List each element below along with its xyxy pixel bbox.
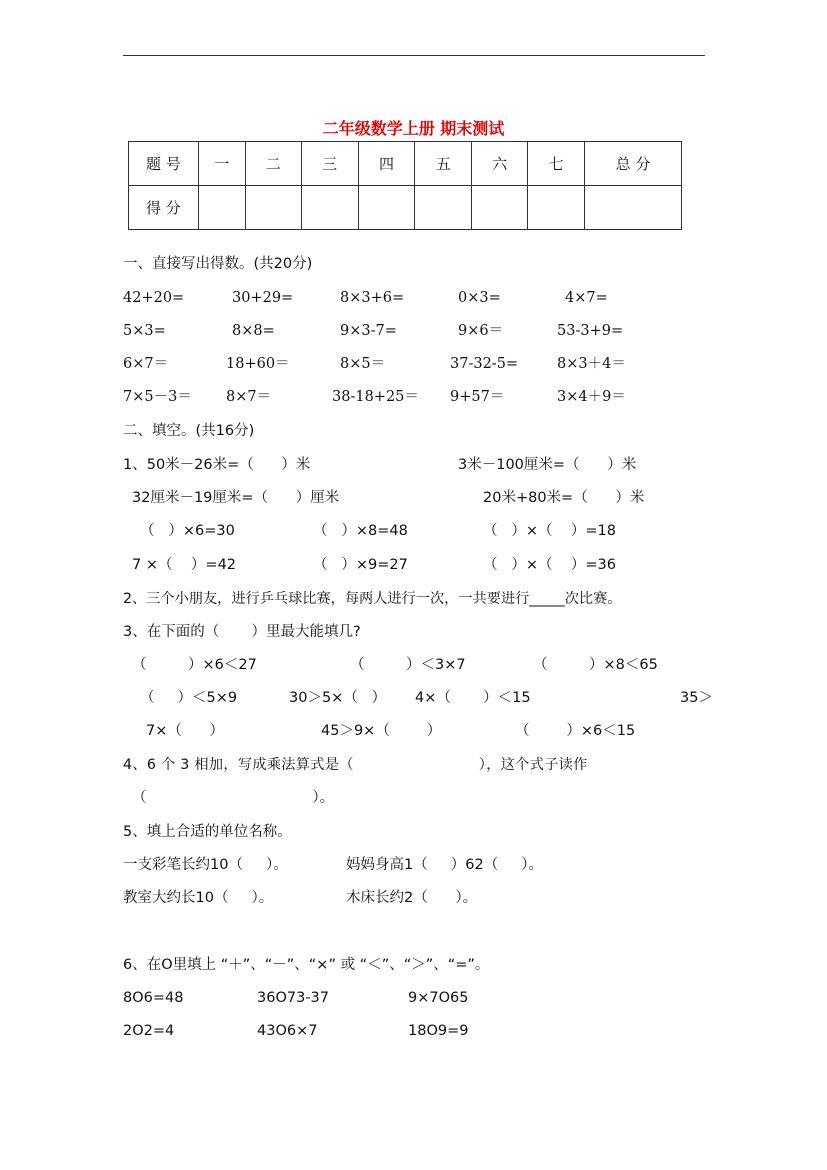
score-header-cell: 六: [472, 142, 528, 186]
question-6: 6、在O里填上 “＋”、“－”、“×” 或 “＜”、“＞”、“=”。: [123, 957, 490, 973]
question-3: 3、在下面的（ ）里最大能填几?: [123, 624, 361, 640]
calc-item: 30+29=: [232, 290, 294, 306]
calc-item: 8×8=: [232, 323, 275, 339]
fill-item: 45＞9×（ ）: [321, 723, 442, 739]
score-header-cell: 五: [415, 142, 472, 186]
calc-item: 0×3=: [458, 290, 501, 306]
calc-item: 53-3+9=: [557, 323, 624, 339]
calc-item: 37-32-5=: [450, 356, 519, 372]
calc-item: 18+60＝: [226, 356, 290, 372]
section2-heading: 二、填空。(共16分): [123, 423, 255, 439]
section1-heading: 一、直接写出得数。(共20分): [123, 256, 313, 272]
score-header-cell: 总 分: [585, 142, 682, 186]
score-value-row: [129, 186, 682, 230]
calc-item: 6×7＝: [123, 356, 169, 372]
calc-item: 38-18+25＝: [332, 389, 419, 405]
calc-item: 9×6＝: [458, 323, 504, 339]
fill-item: （ ）×（ ）=36: [483, 557, 617, 573]
fill-item: 32厘米－19厘米=（ ）厘米: [132, 490, 340, 506]
question-2: 2、三个小朋友，进行乒乓球比赛，每两人进行一次，一共要进行_____次比赛。: [123, 591, 622, 607]
fill-item: 9×7O65: [408, 990, 469, 1006]
score-cell[interactable]: [245, 186, 301, 230]
score-header-row: [129, 142, 682, 186]
fill-item: 妈妈身高1（ ）62（ ）。: [346, 857, 544, 873]
calc-item: 42+20=: [123, 290, 185, 306]
fill-item: （ ）×8＜65: [533, 657, 658, 673]
fill-item: 一支彩笔长约10（ ）。: [123, 857, 288, 873]
fill-item: 3米－100厘米=（ ）米: [458, 457, 637, 473]
question-4: 4、6 个 3 相加，写成乘法算式是（ ），这个式子读作: [123, 757, 588, 773]
score-header-cell: 题 号: [129, 142, 199, 186]
fill-item: （ ）×6＜27: [132, 657, 257, 673]
calc-item: 8×3＋4＝: [557, 356, 626, 372]
score-row-label: 得 分: [129, 186, 199, 230]
calc-item: 9×3-7=: [340, 323, 397, 339]
fill-item: 18O9=9: [408, 1023, 469, 1039]
fill-item: （ ）＜3×7: [350, 657, 466, 673]
question-5: 5、填上合适的单位名称。: [123, 824, 292, 840]
calc-item: 3×4＋9＝: [557, 389, 626, 405]
page-title: 二年级数学上册 期末测试: [322, 119, 505, 138]
calc-item: 4×7=: [565, 290, 608, 306]
score-header-cell: 七: [528, 142, 585, 186]
fill-item: 7×（ ）: [146, 723, 225, 739]
score-cell[interactable]: [472, 186, 528, 230]
fill-item: （ ）×6＜15: [515, 723, 636, 739]
score-header-cell: 三: [301, 142, 358, 186]
fill-item: 8O6=48: [123, 990, 184, 1006]
header-rule: [123, 55, 705, 56]
fill-item: （ ）×（ ）=18: [483, 523, 617, 539]
fill-item: 7 ×（ ）=42: [132, 557, 237, 573]
fill-item: （ ）×9=27: [313, 557, 408, 573]
score-cell[interactable]: [198, 186, 245, 230]
fill-item: 4×（ ）＜15: [415, 690, 531, 706]
fill-item: 35＞: [680, 690, 713, 706]
score-cell[interactable]: [301, 186, 358, 230]
score-cell[interactable]: [358, 186, 415, 230]
score-cell[interactable]: [415, 186, 472, 230]
fill-item: （ ）×6=30: [140, 523, 235, 539]
fill-item: 2O2=4: [123, 1023, 175, 1039]
calc-item: 7×5－3＝: [123, 389, 192, 405]
fill-item: 43O6×7: [257, 1023, 318, 1039]
calc-item: 8×5＝: [340, 356, 386, 372]
score-header-cell: 四: [358, 142, 415, 186]
score-header-cell: 一: [198, 142, 245, 186]
calc-item: 8×3+6=: [340, 290, 405, 306]
fill-item: （ ）×8=48: [313, 523, 408, 539]
fill-item: 36O73-37: [257, 990, 329, 1006]
score-cell[interactable]: [528, 186, 585, 230]
fill-item: 木床长约2（ ）。: [346, 890, 478, 906]
score-header-cell: 二: [245, 142, 301, 186]
score-table: [128, 141, 682, 230]
calc-item: 8×7＝: [226, 389, 272, 405]
fill-item: 教室大约长10（ ）。: [123, 890, 274, 906]
fill-item: 1、50米－26米=（ ）米: [123, 457, 311, 473]
calc-item: 9+57＝: [450, 389, 505, 405]
fill-item: 30＞5×（ ）: [289, 690, 387, 706]
calc-item: 5×3=: [123, 323, 166, 339]
score-cell[interactable]: [585, 186, 682, 230]
question-4-cont: （ ）。: [132, 790, 335, 806]
fill-item: （ ）＜5×9: [140, 690, 238, 706]
fill-item: 20米+80米=（ ）米: [483, 490, 645, 506]
